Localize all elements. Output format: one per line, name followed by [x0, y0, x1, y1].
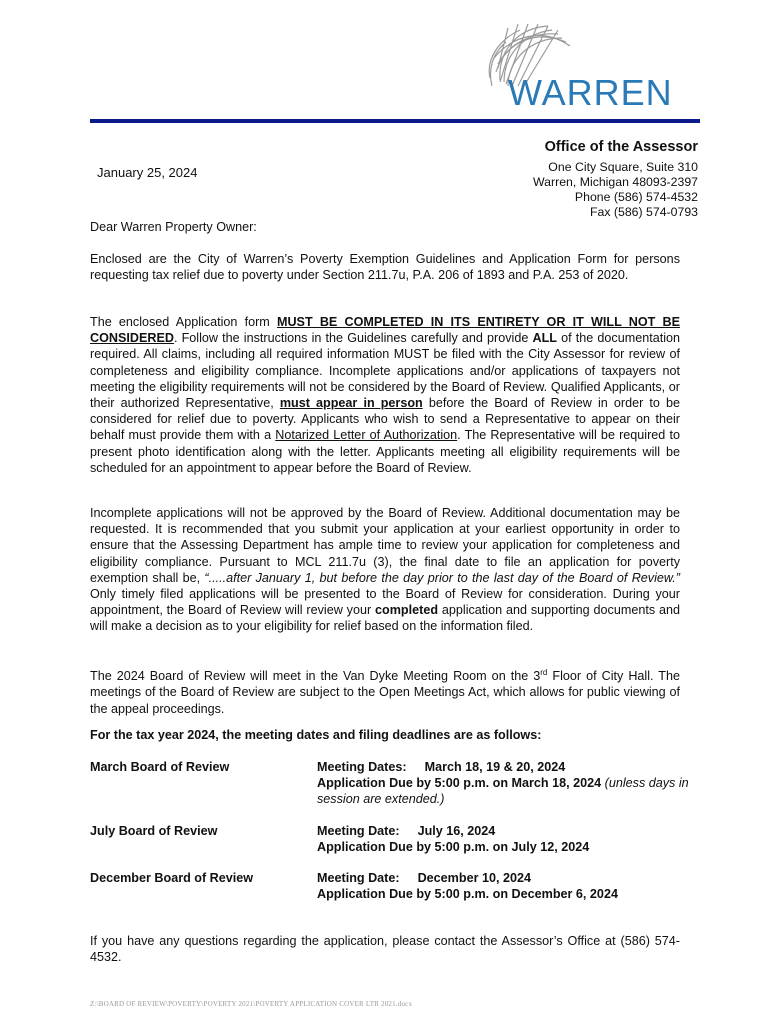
paragraph-meeting-location: The 2024 Board of Review will meet in the Van Dyke Meeting Room on the 3rd Floor of City Hall. The meetings of the Board of Review are subject to the Open Meetings Act, which allows for public viewing of the appeal proceedings. [90, 668, 681, 716]
statute-quote: “.....after January 1, but before the day prior to the last day of the Board of Review.” [204, 570, 680, 585]
salutation: Dear Warren Property Owner: [90, 220, 257, 234]
fax-line: Fax (586) 574-0793 [589, 205, 698, 219]
office-title: Office of the Assessor [544, 139, 698, 155]
schedule-detail: Meeting Dates: March 18, 19 & 20, 2024 Application Due by 5:00 p.m. on March 18, 2024 (unless days in session are extended.) [317, 760, 689, 807]
warren-logo [478, 20, 700, 115]
letter-date: January 25, 2024 [97, 165, 198, 180]
paragraph-requirements: The enclosed Application form MUST BE COMPLETED IN ITS ENTIRETY OR IT WILL NOT BE CONSIDERED. Follow the instructions in the Guidelines carefully and provide ALL of the documentation required. All claims, including all required information MUST be filed with the City Assessor for review of completeness and eligibility compliance. Incomplete applications and/or applications of taxpayers not meeting the eligibility requirements will not be considered by the Board of Review. Qualified Applicants, or their authorized Representative, must appear in person before the Board of Review in order to be considered for relief due to poverty. Applicants who wish to send a Representative to appear on their behalf must provide them with a Notarized Letter of Authorization. The Representative will be required to present photo identification along with the letter. Applicants meeting all eligibility requirements will be scheduled for an appointment to appear before the Board of Review. [90, 315, 681, 475]
schedule-detail: Meeting Date: July 16, 2024 Application Due by 5:00 p.m. on July 12, 2024 [317, 824, 590, 855]
schedule-heading: For the tax year 2024, the meeting dates and filing deadlines are as follows: [90, 728, 542, 742]
appear-in-person-notice: must appear in person [279, 396, 423, 411]
office-address [533, 160, 698, 220]
svg-text:WARREN: WARREN [508, 72, 673, 113]
address-line: One City Square, Suite 310 [548, 160, 698, 174]
contact-paragraph: If you have any questions regarding the application, please contact the Assessor’s Office at (586) 574-4532. [90, 934, 680, 965]
schedule-label: December Board of Review [90, 871, 254, 885]
address-line: Warren, Michigan 48093-2397 [533, 175, 698, 189]
must-complete-notice: MUST BE COMPLETED IN ITS ENTIRETY OR IT WILL NOT BE CONSIDERED [90, 315, 680, 346]
schedule-detail: Meeting Date: December 10, 2024 Application Due by 5:00 p.m. on December 6, 2024 [317, 871, 618, 902]
notarized-letter-text: Notarized Letter of Authorization [275, 428, 458, 443]
logo-arcs-icon [478, 20, 700, 115]
footer-file-path: Z:\BOARD OF REVIEW\POVERTY\POVERTY 2021\POVERTY APPLICATION COVER LTR 2021.docx [90, 1000, 413, 1008]
schedule-label: July Board of Review [90, 824, 218, 838]
letterhead-rule [90, 119, 700, 123]
schedule-label: March Board of Review [90, 760, 230, 774]
paragraph-intro: Enclosed are the City of Warren’s Poverty Exemption Guidelines and Application Form for persons requesting tax relief due to poverty under Section 211.7u, P.A. 206 of 1893 and P.A. 253 of 2020. [90, 252, 680, 283]
paragraph-deadlines: Incomplete applications will not be approved by the Board of Review. Additional documentation may be requested. It is recommended that you submit your application at your earliest opportunity in order to ensure that the Assessing Department has ample time to review your application for completeness and eligibility compliance. Pursuant to MCL 211.7u (3), the final date to file an application for poverty exemption shall be, “.....after January 1, but before the day prior to the last day of the Board of Review.” Only timely filed applications will be presented to the Board of Review for consideration. During your appointment, the Board of Review will review your completed application and supporting documents and will make a decision as to your eligibility for relief based on the information filed. [90, 506, 680, 634]
phone-line: Phone (586) 574-4532 [574, 190, 698, 204]
